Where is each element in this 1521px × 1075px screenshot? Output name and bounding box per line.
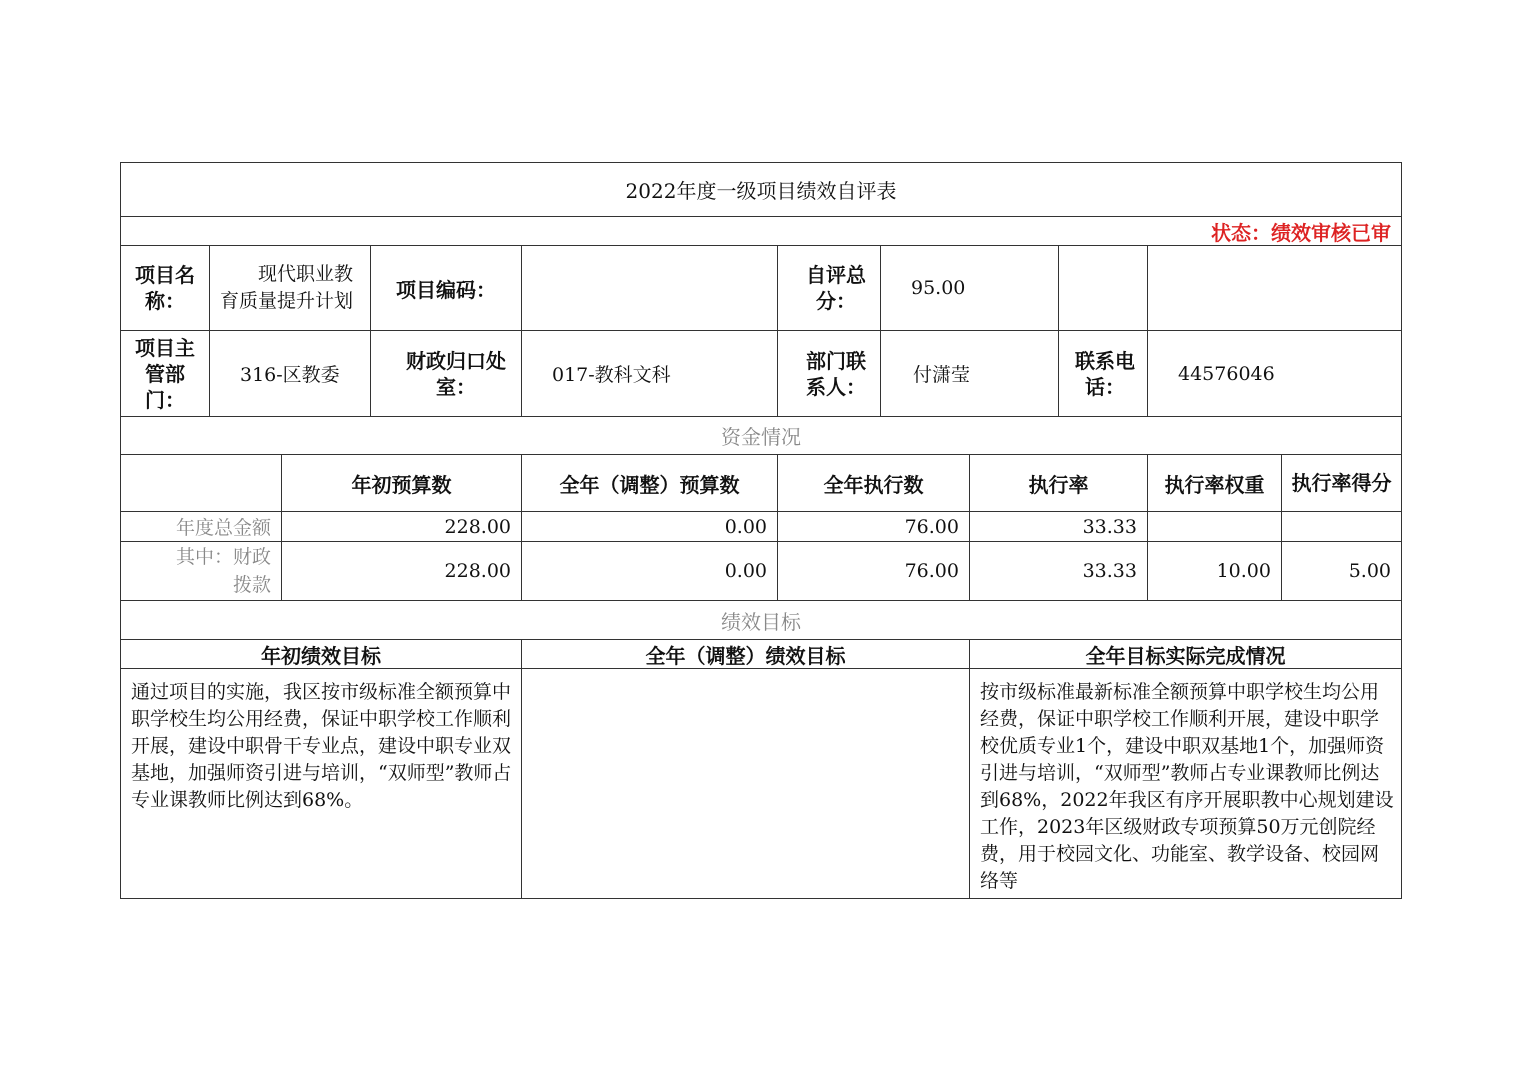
header-text: 执行率	[1028, 472, 1089, 497]
funding-row-label-cell	[120, 511, 282, 542]
funding-cell	[521, 511, 778, 542]
self-score-label: 自评总分：	[806, 263, 866, 313]
funding-value: 5.00	[1348, 560, 1391, 582]
phone-value: 44576046	[1178, 362, 1275, 385]
header-text: 年初预算数	[351, 472, 452, 497]
funding-cell	[1281, 511, 1402, 542]
goals-adjusted-cell	[521, 668, 970, 899]
funding-section-title: 资金情况	[721, 425, 801, 449]
finance-office-label: 财政归口处室：	[406, 348, 506, 399]
self-score-label-cell	[777, 245, 881, 331]
goals-header-adjusted	[521, 639, 970, 669]
project-code-value	[522, 246, 777, 330]
empty-cell-b	[1147, 245, 1402, 331]
project-code-value-cell	[521, 245, 778, 331]
project-code-label: 项目编码：	[396, 277, 496, 302]
evaluation-form	[120, 162, 1402, 899]
finance-office-value-cell	[521, 330, 778, 417]
phone-label-cell	[1058, 330, 1148, 417]
funding-section-cell	[120, 416, 1402, 455]
goals-section-title: 绩效目标	[721, 609, 801, 634]
form-title-cell	[120, 162, 1402, 217]
funding-value: 228.00	[444, 515, 511, 538]
phone-label: 联系电话：	[1075, 348, 1135, 399]
goals-actual-cell	[969, 668, 1402, 899]
dept-label-cell	[120, 330, 210, 417]
funding-header-blank	[120, 454, 282, 512]
funding-row-label-cell	[120, 541, 282, 601]
form-title: 2022年度一级项目绩效自评表	[625, 179, 897, 203]
funding-header-score	[1281, 454, 1402, 512]
goals-initial-cell	[120, 668, 522, 899]
funding-value	[1282, 512, 1401, 541]
funding-cell	[281, 541, 522, 601]
funding-value: 76.00	[904, 515, 959, 538]
goals-initial-text: 通过项目的实施，我区按市级标准全额预算中职学校生均公用经费，保证中职学校工作顺利开展，建设中职骨干专业点，建设中职专业双基地，加强师资引进与培训，“双师型”教师占专业课教师比例达到68%。	[131, 681, 512, 811]
project-code-label-cell	[370, 245, 522, 331]
phone-value-cell	[1147, 330, 1402, 417]
funding-header-weight	[1147, 454, 1282, 512]
funding-cell	[1281, 541, 1402, 601]
contact-value-cell	[880, 330, 1059, 417]
funding-value: 10.00	[1216, 560, 1271, 582]
funding-header-executed	[777, 454, 970, 512]
goals-header-actual	[969, 639, 1402, 669]
self-score-value: 95.00	[911, 277, 966, 299]
finance-office-value: 017-教科文科	[552, 364, 671, 386]
goals-header-initial	[120, 639, 522, 669]
header-text: 全年（调整）预算数	[559, 472, 740, 497]
funding-value: 228.00	[444, 560, 511, 582]
project-name-label: 项目名称：	[135, 263, 195, 313]
funding-cell	[969, 541, 1148, 601]
funding-row-label: 年度总金额	[175, 517, 271, 539]
funding-value: 0.00	[724, 560, 767, 582]
contact-value: 付潇莹	[913, 364, 971, 386]
funding-cell	[281, 511, 522, 542]
funding-value	[1148, 512, 1281, 541]
funding-cell	[1147, 541, 1282, 601]
header-text: 全年执行数	[823, 472, 924, 497]
funding-header-exec-rate	[969, 454, 1148, 512]
funding-cell	[1147, 511, 1282, 542]
project-name-label-cell	[120, 245, 210, 331]
finance-office-label-cell	[370, 330, 522, 417]
project-name-value: 现代职业教育质量提升计划	[220, 263, 354, 312]
project-name-value-cell	[209, 245, 371, 331]
self-score-value-cell	[880, 245, 1059, 331]
funding-header-initial-budget	[281, 454, 522, 512]
dept-value-cell	[209, 330, 371, 417]
status-cell	[120, 216, 1402, 246]
goals-actual-text: 按市级标准最新标准全额预算中职学校生均公用经费，保证中职学校工作顺利开展，建设中职学校优质专业1个，建设中职双基地1个，加强师资引进与培训，“双师型”教师占专业课教师比例达到68%，2022年我区有序开展职教中心规划建设工作，2023年区级财政专项预算50万元创院经费，用于校园文化、功能室、教学设备、校园网络等	[980, 681, 1394, 892]
funding-cell	[969, 511, 1148, 542]
funding-header-adjusted-budget	[521, 454, 778, 512]
funding-cell	[777, 511, 970, 542]
funding-cell	[521, 541, 778, 601]
status-text: 状态：绩效审核已审	[1211, 220, 1391, 245]
goals-header-text: 全年（调整）绩效目标	[645, 643, 846, 668]
header-text: 执行率权重	[1164, 472, 1265, 497]
funding-row-label: 其中：财政拨款	[175, 546, 271, 596]
funding-value: 76.00	[904, 560, 959, 582]
funding-value: 0.00	[724, 515, 767, 538]
goals-header-text: 年初绩效目标	[261, 643, 381, 668]
funding-value: 33.33	[1082, 515, 1137, 538]
empty-cell-a	[1058, 245, 1148, 331]
goals-header-text: 全年目标实际完成情况	[1085, 643, 1286, 668]
contact-label-cell	[777, 330, 881, 417]
contact-label: 部门联系人：	[806, 348, 866, 399]
funding-value: 33.33	[1082, 560, 1137, 582]
header-text: 执行率得分	[1291, 471, 1392, 495]
funding-cell	[777, 541, 970, 601]
dept-label: 项目主管部门：	[135, 335, 195, 412]
goals-section-cell	[120, 600, 1402, 640]
dept-value: 316-区教委	[240, 364, 340, 386]
